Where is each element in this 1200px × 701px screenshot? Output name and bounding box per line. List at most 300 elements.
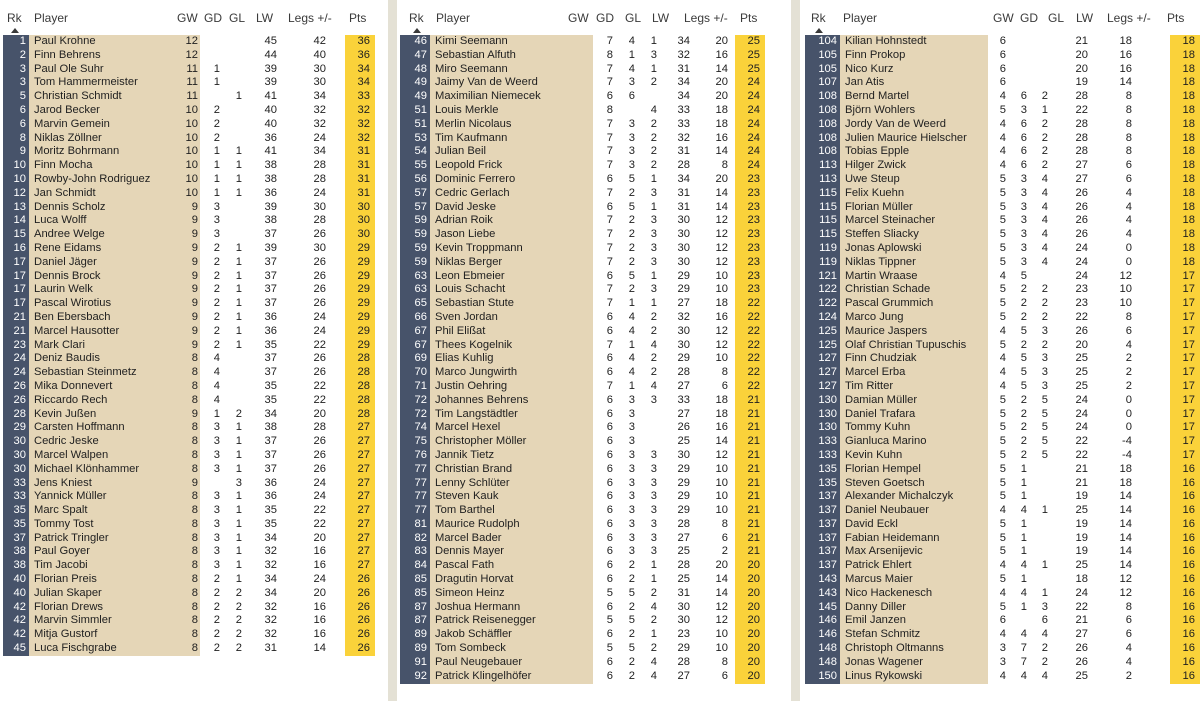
table-row[interactable] [397, 670, 791, 684]
table-row[interactable] [397, 545, 791, 559]
cell-lw: 35 [264, 338, 277, 351]
table-row[interactable] [0, 435, 388, 449]
cell-lw: 36 [264, 476, 277, 489]
cell-rk: 15 [13, 228, 26, 241]
cell-gw: 5 [999, 338, 1006, 351]
table-row[interactable] [397, 339, 791, 353]
cell-rk: 150 [818, 669, 837, 682]
cell-rk: 130 [818, 407, 837, 420]
cell-gw: 8 [191, 531, 198, 544]
cell-pts: 23 [747, 186, 760, 199]
table-row[interactable] [397, 601, 791, 615]
table-row[interactable] [0, 573, 388, 587]
cell-gw: 8 [191, 600, 198, 613]
cell-gl: 1 [235, 531, 242, 544]
table-row[interactable] [0, 173, 388, 187]
cell-gl: 1 [235, 255, 242, 268]
cell-gw: 5 [999, 241, 1006, 254]
cell-gw: 7 [606, 35, 613, 47]
table-row[interactable] [0, 118, 388, 132]
table-row[interactable] [397, 518, 791, 532]
table-row[interactable] [800, 352, 1200, 366]
column-header-gw[interactable]: GW [568, 11, 589, 25]
table-row[interactable] [800, 256, 1200, 270]
table-row[interactable] [0, 628, 388, 642]
table-row[interactable] [800, 49, 1200, 63]
cell-gw: 9 [191, 241, 198, 254]
table-row[interactable] [800, 366, 1200, 380]
cell-pts: 27 [357, 559, 370, 572]
cell-gd: 2 [213, 283, 220, 296]
cell-gw: 4 [999, 669, 1006, 682]
cell-legs: 2 [1125, 366, 1132, 379]
table-row[interactable] [800, 656, 1200, 670]
cell-name: Florian Müller [845, 200, 913, 213]
table-row[interactable] [800, 463, 1200, 477]
cell-gw: 8 [191, 517, 198, 530]
table-row[interactable] [800, 380, 1200, 394]
cell-pts: 28 [357, 379, 370, 392]
cell-gd: 3 [1020, 186, 1027, 199]
table-row[interactable] [397, 587, 791, 601]
cell-name: Jason Liebe [435, 228, 496, 241]
cell-lw: 25 [1075, 352, 1088, 365]
cell-rk: 130 [818, 421, 837, 434]
table-row[interactable] [397, 366, 791, 380]
table-row[interactable] [0, 642, 388, 656]
cell-pts: 18 [1182, 228, 1195, 241]
column-header-legs[interactable]: Legs +/- [1107, 11, 1151, 25]
table-row[interactable] [0, 532, 388, 546]
cell-lw: 20 [1075, 62, 1088, 75]
table-row[interactable] [397, 201, 791, 215]
table-row[interactable] [800, 214, 1200, 228]
cell-lw: 18 [1075, 573, 1088, 586]
cell-gl: 3 [650, 448, 657, 461]
cell-gl: 2 [1041, 310, 1048, 323]
table-row[interactable] [397, 325, 791, 339]
table-row[interactable] [397, 490, 791, 504]
table-row[interactable] [0, 504, 388, 518]
table-row[interactable] [800, 63, 1200, 77]
table-row[interactable] [0, 490, 388, 504]
table-row[interactable] [800, 201, 1200, 215]
table-row[interactable] [800, 35, 1200, 49]
cell-gw: 3 [999, 642, 1006, 655]
table-row[interactable] [397, 408, 791, 422]
cell-legs: 26 [313, 297, 326, 310]
cell-rk: 38 [13, 545, 26, 558]
table-row[interactable] [800, 559, 1200, 573]
cell-rk: 37 [13, 531, 26, 544]
sort-ascending-icon[interactable] [11, 28, 19, 33]
table-row[interactable] [0, 145, 388, 159]
table-row[interactable] [397, 394, 791, 408]
table-row[interactable] [800, 518, 1200, 532]
cell-name: Tom Sombeck [435, 642, 506, 655]
table-row[interactable] [800, 545, 1200, 559]
column-header-gl[interactable]: GL [625, 11, 642, 25]
table-row[interactable] [0, 352, 388, 366]
column-header-player[interactable]: Player [436, 11, 471, 25]
cell-gd: 2 [1020, 448, 1027, 461]
cell-gd: 2 [628, 255, 635, 268]
cell-legs: 18 [1119, 462, 1132, 475]
cell-lw: 39 [264, 76, 277, 89]
cell-name: Tim Ritter [845, 379, 894, 392]
table-row[interactable] [800, 587, 1200, 601]
cell-gw: 9 [191, 324, 198, 337]
table-row[interactable] [0, 325, 388, 339]
table-row[interactable] [397, 90, 791, 104]
table-row[interactable] [800, 145, 1200, 159]
column-header-rk[interactable]: Rk [811, 11, 826, 25]
cell-name: Maurice Rudolph [435, 517, 520, 530]
cell-rk: 45 [13, 642, 26, 655]
cell-gd: 2 [213, 103, 220, 116]
cell-legs: 32 [313, 117, 326, 130]
cell-gl: 1 [235, 297, 242, 310]
table-row[interactable] [800, 339, 1200, 353]
cell-gw: 8 [191, 462, 198, 475]
cell-pts: 16 [1182, 476, 1195, 489]
cell-pts: 29 [357, 255, 370, 268]
column-header-pts[interactable]: Pts [349, 11, 367, 25]
cell-gw: 5 [999, 517, 1006, 530]
cell-gl: 4 [650, 655, 657, 668]
cell-name: Marcus Maier [845, 573, 913, 586]
cell-name: Cedric Gerlach [435, 186, 510, 199]
cell-name: Tim Kaufmann [435, 131, 508, 144]
cell-legs: -4 [1122, 448, 1132, 461]
table-row[interactable] [397, 187, 791, 201]
cell-gd: 1 [628, 338, 635, 351]
table-row[interactable] [397, 49, 791, 63]
cell-gw: 5 [999, 476, 1006, 489]
column-header-player[interactable]: Player [843, 11, 878, 25]
table-row[interactable] [800, 504, 1200, 518]
table-row[interactable] [800, 283, 1200, 297]
table-row[interactable] [397, 477, 791, 491]
cell-gw: 5 [999, 600, 1006, 613]
cell-pts: 27 [357, 517, 370, 530]
table-row[interactable] [800, 477, 1200, 491]
cell-legs: 4 [1125, 338, 1132, 351]
cell-legs: 14 [715, 435, 728, 448]
cell-name: Patrick Ehlert [845, 559, 912, 572]
table-row[interactable] [0, 477, 388, 491]
cell-gd: 2 [628, 573, 635, 586]
table-row[interactable] [800, 90, 1200, 104]
cell-legs: 24 [313, 324, 326, 337]
table-row[interactable] [397, 228, 791, 242]
table-row[interactable] [397, 380, 791, 394]
table-row[interactable] [397, 145, 791, 159]
table-row[interactable] [800, 394, 1200, 408]
cell-gl: 3 [650, 490, 657, 503]
cell-pts: 21 [747, 545, 760, 558]
cell-legs: 24 [313, 573, 326, 586]
cell-legs: 14 [715, 186, 728, 199]
table-row[interactable] [397, 297, 791, 311]
cell-rk: 124 [818, 310, 837, 323]
cell-name: Björn Wohlers [845, 103, 916, 116]
cell-name: Laurin Welk [34, 283, 93, 296]
sort-ascending-icon[interactable] [413, 28, 421, 33]
table-row[interactable] [397, 656, 791, 670]
cell-legs: 16 [1119, 62, 1132, 75]
table-row[interactable] [397, 118, 791, 132]
cell-legs: 24 [313, 490, 326, 503]
cell-legs: 8 [1125, 600, 1132, 613]
cell-lw: 21 [1075, 462, 1088, 475]
table-row[interactable] [397, 311, 791, 325]
table-row[interactable] [0, 35, 388, 49]
cell-pts: 28 [357, 393, 370, 406]
cell-rk: 17 [13, 255, 26, 268]
table-row[interactable] [800, 228, 1200, 242]
cell-lw: 25 [1075, 559, 1088, 572]
table-row[interactable] [0, 256, 388, 270]
column-header-lw[interactable]: LW [1076, 11, 1094, 25]
cell-name: Adrian Roik [435, 214, 493, 227]
cell-pts: 24 [747, 76, 760, 89]
table-row[interactable] [800, 614, 1200, 628]
table-row[interactable] [0, 242, 388, 256]
table-row[interactable] [800, 76, 1200, 90]
cell-legs: 8 [1125, 117, 1132, 130]
table-row[interactable] [0, 601, 388, 615]
table-row[interactable] [800, 435, 1200, 449]
table-row[interactable] [800, 408, 1200, 422]
cell-gd: 4 [1020, 586, 1027, 599]
table-row[interactable] [800, 104, 1200, 118]
table-row[interactable] [397, 504, 791, 518]
table-row[interactable] [800, 118, 1200, 132]
table-row[interactable] [800, 242, 1200, 256]
cell-name: Merlin Nicolaus [435, 117, 512, 130]
cell-rk: 65 [414, 297, 427, 310]
table-row[interactable] [397, 449, 791, 463]
cell-name: Rene Eidams [34, 241, 102, 254]
table-row[interactable] [397, 421, 791, 435]
table-row[interactable] [397, 173, 791, 187]
column-header-gd[interactable]: GD [1020, 11, 1038, 25]
table-row[interactable] [800, 490, 1200, 504]
table-row[interactable] [0, 201, 388, 215]
cell-legs: 22 [313, 379, 326, 392]
cell-pts: 17 [1182, 338, 1195, 351]
table-body [397, 35, 791, 683]
table-row[interactable] [0, 518, 388, 532]
cell-gd: 1 [1020, 531, 1027, 544]
cell-name: Hilger Zwick [845, 159, 906, 172]
cell-gd: 1 [1020, 545, 1027, 558]
column-header-rk[interactable]: Rk [409, 11, 424, 25]
table-row[interactable] [397, 132, 791, 146]
column-header-pts[interactable]: Pts [740, 11, 758, 25]
table-row[interactable] [397, 628, 791, 642]
cell-pts: 25 [747, 62, 760, 75]
table-row[interactable] [800, 601, 1200, 615]
cell-name: Finn Prokop [845, 48, 906, 61]
cell-rk: 69 [414, 352, 427, 365]
table-row[interactable] [800, 173, 1200, 187]
table-row[interactable] [800, 628, 1200, 642]
table-row[interactable] [0, 228, 388, 242]
cell-legs: 22 [313, 393, 326, 406]
table-row[interactable] [0, 297, 388, 311]
table-row[interactable] [0, 283, 388, 297]
cell-gd: 3 [628, 421, 635, 434]
table-row[interactable] [397, 435, 791, 449]
table-row[interactable] [397, 283, 791, 297]
table-row[interactable] [0, 394, 388, 408]
cell-gl: 3 [650, 545, 657, 558]
table-row[interactable] [800, 187, 1200, 201]
cell-lw: 26 [1075, 186, 1088, 199]
table-row[interactable] [397, 559, 791, 573]
table-row[interactable] [800, 132, 1200, 146]
column-header-gl[interactable]: GL [1048, 11, 1065, 25]
table-row[interactable] [0, 214, 388, 228]
table-row[interactable] [397, 642, 791, 656]
table-row[interactable] [0, 104, 388, 118]
cell-pts: 28 [357, 407, 370, 420]
cell-pts: 17 [1182, 379, 1195, 392]
table-row[interactable] [397, 76, 791, 90]
table-row[interactable] [800, 573, 1200, 587]
table-row[interactable] [0, 449, 388, 463]
column-header-pts[interactable]: Pts [1167, 11, 1185, 25]
table-row[interactable] [397, 214, 791, 228]
cell-name: Steven Kauk [435, 490, 499, 503]
table-row[interactable] [800, 311, 1200, 325]
table-row[interactable] [800, 159, 1200, 173]
cell-legs: 20 [313, 531, 326, 544]
table-row[interactable] [0, 421, 388, 435]
cell-gw: 10 [185, 131, 198, 144]
cell-legs: 8 [721, 366, 728, 379]
cell-legs: 24 [313, 131, 326, 144]
cell-name: Jarod Becker [34, 103, 100, 116]
table-row[interactable] [0, 187, 388, 201]
table-row[interactable] [397, 104, 791, 118]
cell-gl: 2 [650, 642, 657, 655]
table-row[interactable] [397, 159, 791, 173]
cell-gl: 1 [650, 35, 657, 47]
table-row[interactable] [0, 159, 388, 173]
table-row[interactable] [0, 90, 388, 104]
table-row[interactable] [800, 670, 1200, 684]
table-row[interactable] [0, 614, 388, 628]
table-row[interactable] [800, 532, 1200, 546]
cell-legs: 12 [715, 614, 728, 627]
table-row[interactable] [0, 132, 388, 146]
cell-name: Christoph Oltmanns [845, 642, 944, 655]
table-row[interactable] [397, 352, 791, 366]
cell-name: Tommy Kuhn [845, 421, 911, 434]
table-row[interactable] [397, 532, 791, 546]
cell-pts: 21 [747, 504, 760, 517]
cell-pts: 18 [1182, 90, 1195, 103]
table-row[interactable] [800, 642, 1200, 656]
table-row[interactable] [800, 421, 1200, 435]
cell-lw: 41 [264, 90, 277, 103]
cell-gd: 2 [628, 186, 635, 199]
table-row[interactable] [0, 559, 388, 573]
cell-lw: 27 [1075, 628, 1088, 641]
table-row[interactable] [0, 408, 388, 422]
cell-rk: 108 [818, 103, 837, 116]
column-header-gl[interactable]: GL [229, 11, 246, 25]
column-header-gd[interactable]: GD [204, 11, 222, 25]
column-header-player[interactable]: Player [34, 11, 69, 25]
cell-lw: 26 [1075, 214, 1088, 227]
table-row[interactable] [397, 270, 791, 284]
table-row[interactable] [0, 339, 388, 353]
table-row[interactable] [397, 614, 791, 628]
column-header-rk[interactable]: Rk [7, 11, 22, 25]
cell-gd: 5 [628, 586, 635, 599]
table-row[interactable] [0, 311, 388, 325]
table-row[interactable] [397, 35, 791, 49]
cell-pts: 16 [1182, 504, 1195, 517]
column-header-legs[interactable]: Legs +/- [288, 11, 332, 25]
cell-pts: 20 [747, 559, 760, 572]
table-row[interactable] [397, 63, 791, 77]
cell-pts: 24 [747, 131, 760, 144]
cell-legs: 26 [313, 448, 326, 461]
cell-legs: 10 [715, 642, 728, 655]
table-row[interactable] [800, 449, 1200, 463]
cell-gl: 3 [1041, 324, 1048, 337]
table-row[interactable] [397, 256, 791, 270]
column-header-gw[interactable]: GW [177, 11, 198, 25]
table-row[interactable] [0, 76, 388, 90]
table-row[interactable] [0, 63, 388, 77]
column-header-lw[interactable]: LW [652, 11, 670, 25]
table-row[interactable] [800, 325, 1200, 339]
cell-legs: 34 [313, 90, 326, 103]
table-row[interactable] [0, 366, 388, 380]
column-header-lw[interactable]: LW [256, 11, 274, 25]
cell-pts: 27 [357, 504, 370, 517]
table-row[interactable] [397, 573, 791, 587]
table-row[interactable] [397, 242, 791, 256]
cell-rk: 137 [818, 559, 837, 572]
cell-pts: 30 [357, 200, 370, 213]
cell-lw: 36 [264, 131, 277, 144]
table-row[interactable] [0, 49, 388, 63]
column-header-gw[interactable]: GW [993, 11, 1014, 25]
table-row[interactable] [0, 270, 388, 284]
table-row[interactable] [800, 297, 1200, 311]
column-header-gd[interactable]: GD [596, 11, 614, 25]
table-row[interactable] [0, 587, 388, 601]
cell-rk: 51 [414, 103, 427, 116]
table-row[interactable] [0, 380, 388, 394]
table-row[interactable] [0, 545, 388, 559]
sort-ascending-icon[interactable] [815, 28, 823, 33]
table-row[interactable] [0, 463, 388, 477]
table-row[interactable] [800, 270, 1200, 284]
table-row[interactable] [397, 463, 791, 477]
cell-legs: 8 [1125, 310, 1132, 323]
column-header-legs[interactable]: Legs +/- [684, 11, 728, 25]
cell-rk: 137 [818, 504, 837, 517]
cell-rk: 105 [818, 48, 837, 61]
